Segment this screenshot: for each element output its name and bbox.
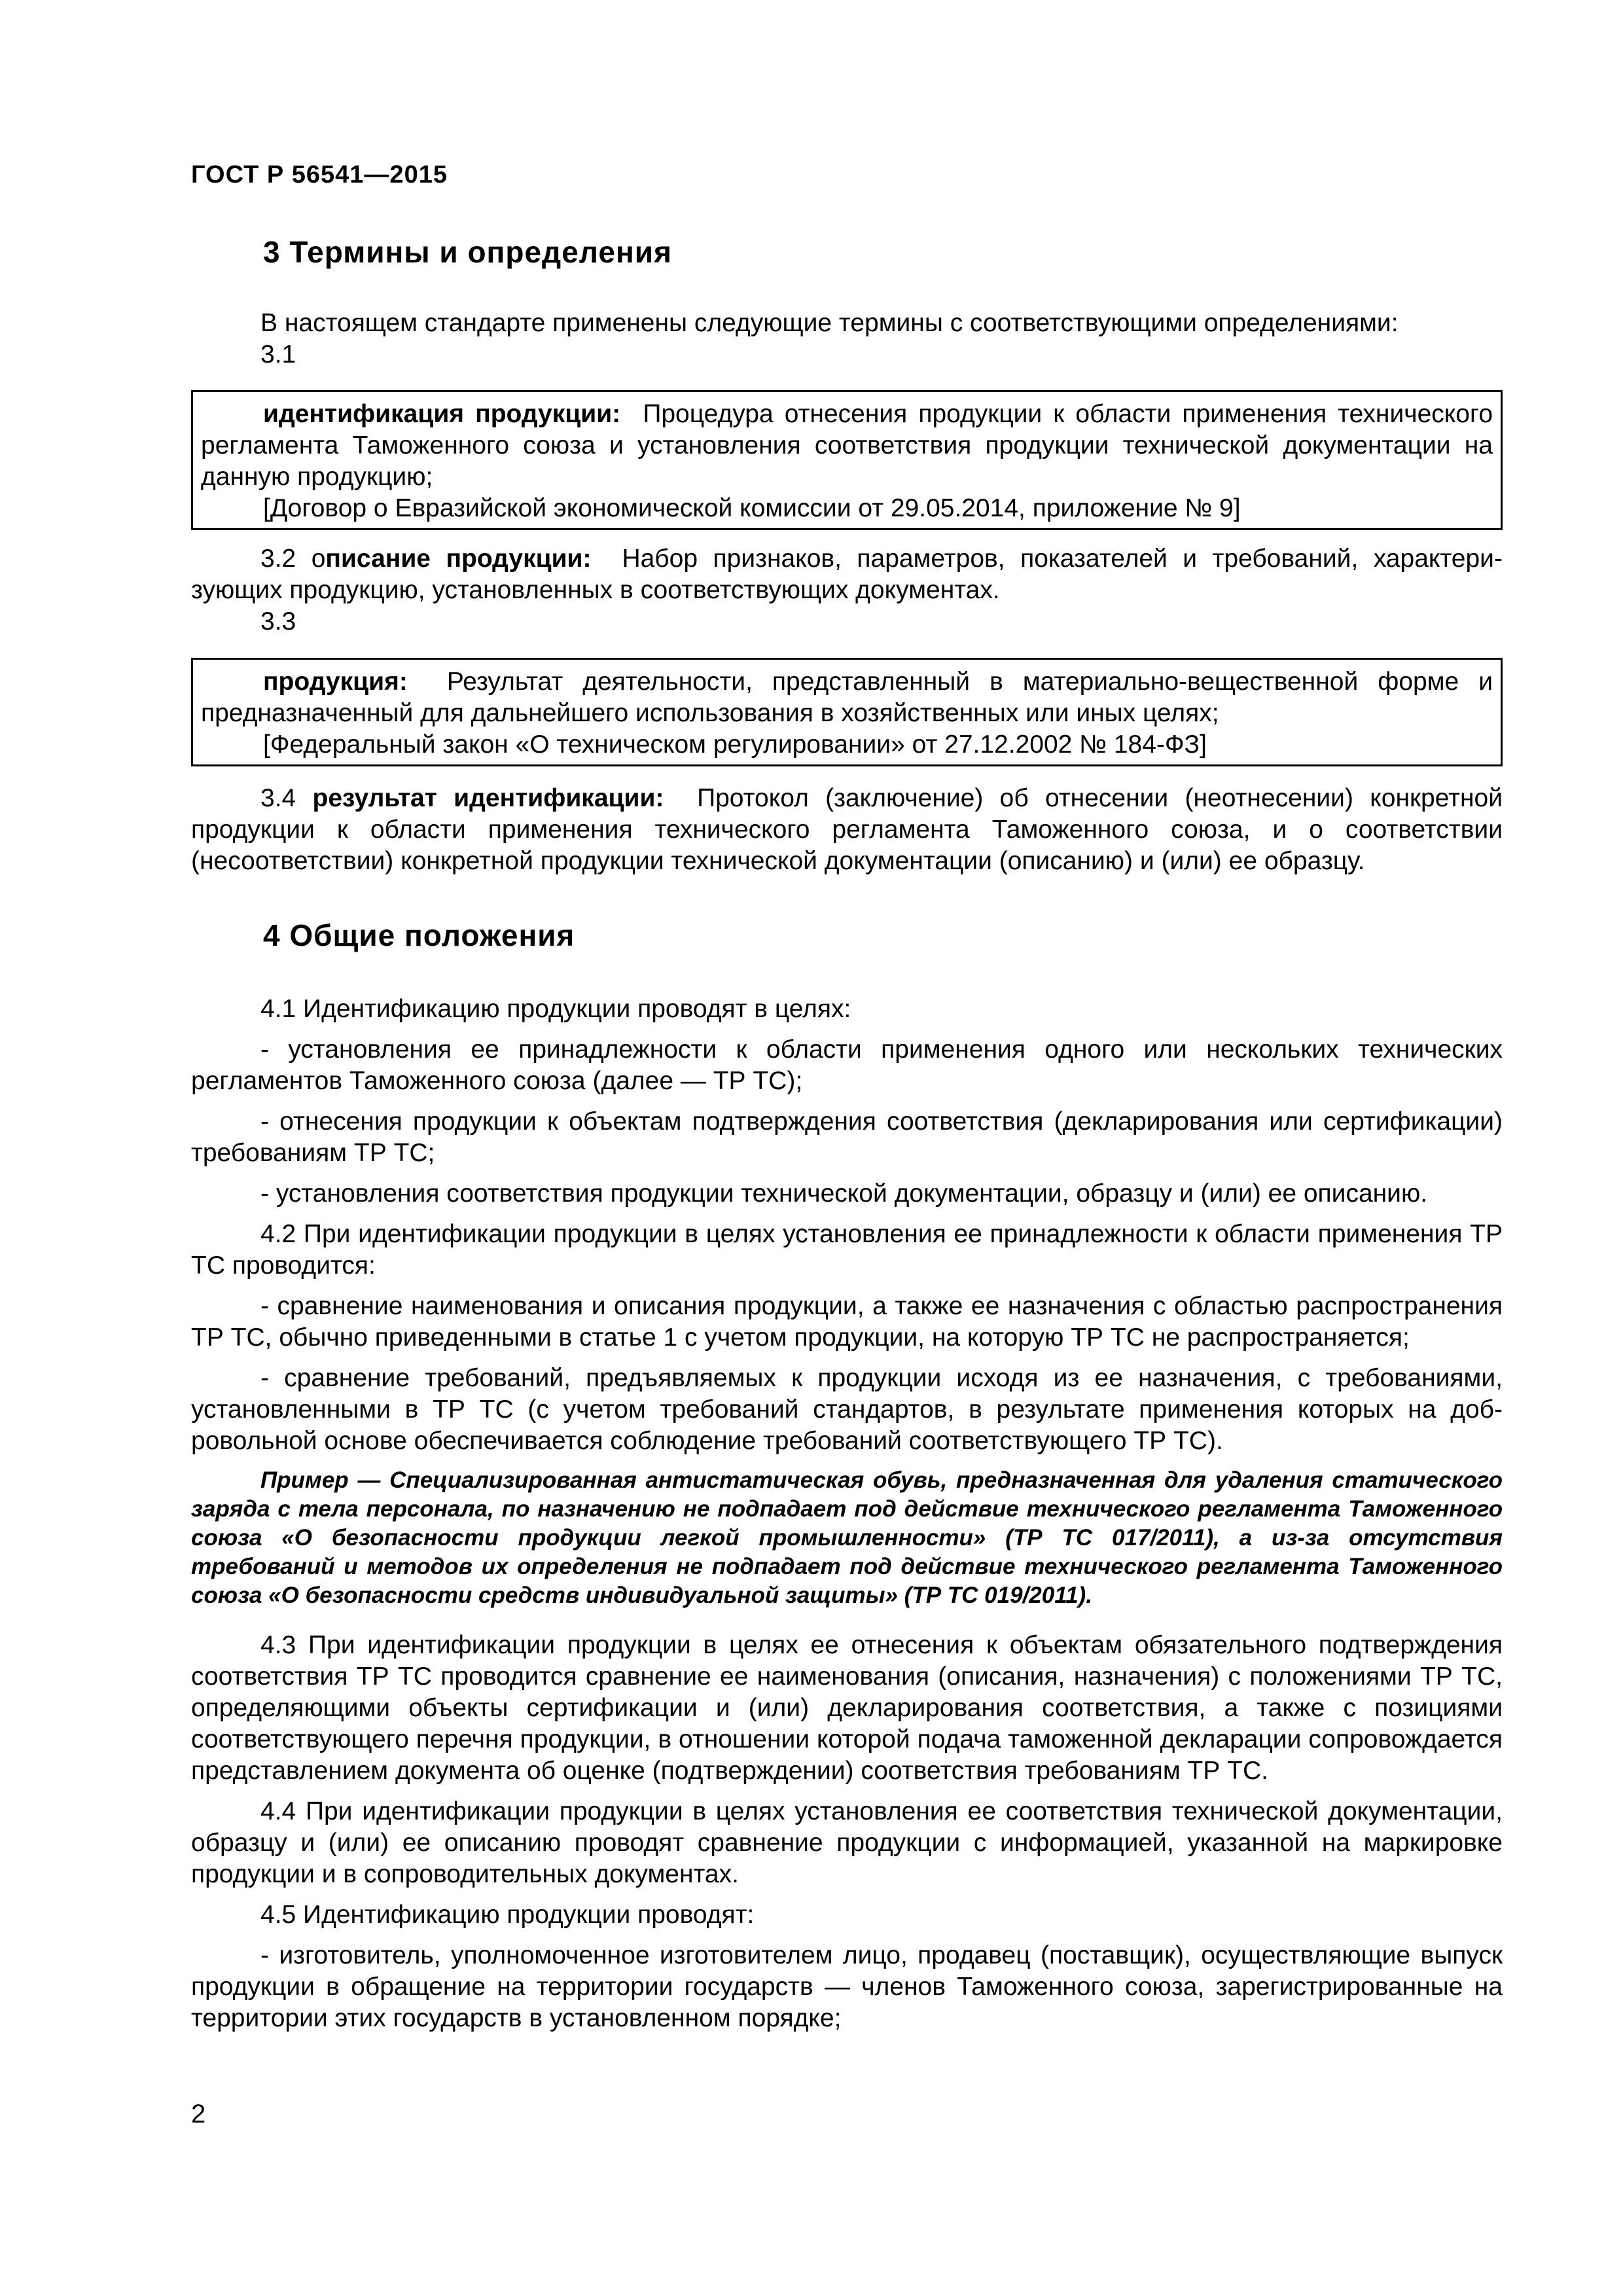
- page-number: 2: [191, 2100, 206, 2128]
- term-3-1-number: 3.1: [260, 340, 296, 368]
- term-3-3-text: Результат деятельности, представленный в материально-вещественной форме и предназначенный для дальнейшего использования в хозяйственных или иных целях;: [201, 668, 1493, 727]
- para-4-1: 4.1 Идентификацию продукции проводят в целях:: [260, 995, 851, 1023]
- term-3-3-term: продукция:: [263, 668, 408, 696]
- para-4-2-item-b: - сравнение требований, предъявляемых к продукции исходя из ее назначения, с требованиями, установленными в ТР ТС (с учетом требований стандартов, в результате применения которых на добровольной основе обеспечивается соблюдение требований соответствующего ТР ТС).: [191, 1364, 1503, 1455]
- term-3-1-term: идентификация продукции:: [263, 400, 621, 428]
- term-3-1-text: Процедура отнесения продукции к области применения технического регламента Таможенного союза и установления соответствия продукции технической документации на данную продукцию;: [201, 400, 1493, 491]
- para-4-3: 4.3 При идентификации продукции в целях ее отнесения к объектам обязательного подтверждения соответствия ТР ТС проводится сравнение ее наименования (описания, назначения) с положениями ТР ТС, определяющими объекты сертификации и (или) декларирования соответствия, а также с позициями соответствующего перечня продукции, в отношении которой подача таможенной декларации сопровождается представлением документа об оценке (подтверждении) соответствия требованиям ТР ТС.: [191, 1631, 1503, 1785]
- term-3-1-source: [Договор о Евразийской экономической комиссии от 29.05.2014, приложение № 9]: [263, 494, 1241, 522]
- example-block: [191, 1466, 1503, 1610]
- para-4-5-item-a: - изготовитель, уполномоченное изготовителем лицо, продавец (поставщик), осуществляющие выпуск продукции в обращение на территории государств — членов Таможенного союза, зарегистрированные на территории этих государств в установленном порядке;: [191, 1941, 1503, 2032]
- term-3-4-number: 3.4: [260, 784, 296, 812]
- term-3-1-definition: [201, 399, 1493, 493]
- term-3-2-definition: [191, 543, 1503, 606]
- term-3-4-term: результат идентификации:: [312, 784, 664, 812]
- para-4-1-item-a: - установления ее принадлежности к области применения одного или нескольких технических регламентов Таможенного союза (далее — ТР ТС);: [191, 1035, 1503, 1095]
- section-4-body-part-1: [191, 994, 1503, 1457]
- section-4-title: 4 Общие положения: [263, 918, 575, 952]
- para-4-5: 4.5 Идентификацию продукции проводят:: [260, 1901, 755, 1929]
- term-3-4-text: Протокол (заключение) об отнесении (неотнесении) конкретной продукции к области применения технического регламента Таможенного союза, и о соответствии (несоответствии) конкретной продукции технической документации (описанию) и (или) ее образцу.: [191, 784, 1503, 875]
- example-text: Пример — Специализированная антистатическая обувь, предназначенная для удаления статического заряда с тела персонала, по назначению не подпадает под действие технического регламента Таможенного союза «О безопасности продукции легкой промышленности» (ТР ТС 017/2011), а из-за отсутствия требований и методов их определения не подпадает под действие технического регламента Таможенного союза «О безопасности средств индивидуальной защиты» (ТР ТС 019/2011).: [191, 1467, 1503, 1608]
- term-3-2-term: писание продукции:: [325, 545, 592, 573]
- para-4-1-item-b: - отнесения продукции к объектам подтверждения соответствия (декларирования или сертификации) требованиям ТР ТС;: [191, 1107, 1503, 1167]
- para-4-2-item-a: - сравнение наименования и описания продукции, а также ее назначения с областью распространения ТР ТС, обычно приведенными в статье 1 с учетом продукции, на которую ТР ТС не распространяется;: [191, 1292, 1503, 1352]
- para-4-2: 4.2 При идентификации продукции в целях установления ее принадлежности к области применения ТР ТС проводится:: [191, 1220, 1503, 1280]
- term-3-3-definition: [201, 666, 1493, 729]
- document-header: ГОСТ Р 56541—2015: [191, 161, 448, 188]
- term-3-2-number: 3.2: [260, 545, 296, 573]
- term-3-4-block: [191, 783, 1503, 877]
- para-4-1-item-c: - установления соответствия продукции технической документации, образцу и (или) ее описанию.: [260, 1179, 1428, 1208]
- term-3-3-number: 3.3: [260, 607, 296, 636]
- section-3-intro: В настоящем стандарте применены следующие термины с соответствующими определениями:: [260, 309, 1399, 337]
- term-3-2-block: [191, 543, 1503, 637]
- term-3-4-definition: [191, 783, 1503, 877]
- para-4-4: 4.4 При идентификации продукции в целях установления ее соответствия технической документации, образцу и (или) ее описанию проводят сравнение продукции с информацией, указанной на маркировке продукции и в сопроводительных документах.: [191, 1797, 1503, 1888]
- section-3-intro-block: [191, 308, 1503, 370]
- term-3-2-term-plain: о: [311, 545, 326, 573]
- term-3-3-box: [191, 658, 1503, 766]
- term-3-2-text: Набор признаков, параметров, показателей и требований, характеризующих продукцию, установленных в соответствующих документах.: [191, 545, 1503, 604]
- term-3-1-box: [191, 390, 1503, 530]
- section-4-body-part-2: [191, 1630, 1503, 2034]
- term-3-3-source: [Федеральный закон «О техническом регулировании» от 27.12.2002 № 184-ФЗ]: [263, 730, 1207, 759]
- section-3-title: 3 Термины и определения: [263, 235, 672, 269]
